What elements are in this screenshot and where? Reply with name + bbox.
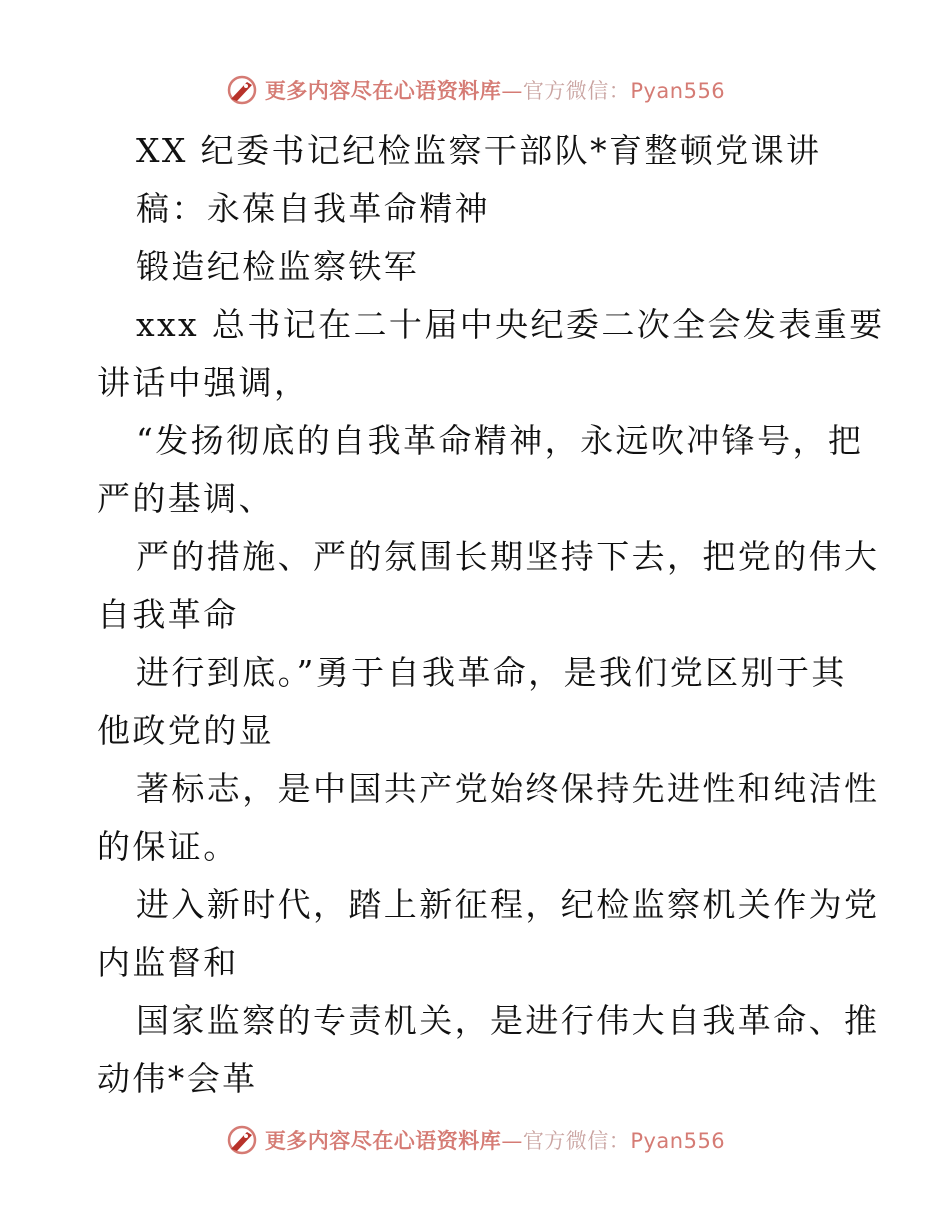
watermark-sub-text: 官方微信： [522,1129,631,1153]
document-body [97,122,885,1108]
watermark-sub-text: 官方微信： [522,79,631,103]
watermark-wechat-id: Pyan556 [630,79,726,103]
text-line: “发扬彻底的自我革命精神，永远吹冲锋号，把 [136,421,864,460]
header-watermark [0,70,950,110]
watermark-dash: — [501,79,523,103]
text-line: 他政党的显 [97,711,274,750]
text-line: 内监督和 [97,943,239,982]
text-line: 严的基调、 [97,479,274,518]
watermark-main-text: 更多内容尽在心语资料库 [264,79,502,103]
text-line: 严的措施、严的氛围长期坚持下去，把党的伟大 [136,537,880,576]
text-line: XX 纪委书记纪检监察干部队*育整顿党课讲 [136,131,822,170]
text-line: 进入新时代，踏上新征程，纪检监察机关作为党 [136,885,880,924]
text-line: xxx 总书记在二十届中央纪委二次全会发表重要 [136,305,885,344]
text-line: 的保证。 [97,827,239,866]
text-line: 著标志，是中国共产党始终保持先进性和纯洁性 [136,769,880,808]
text-line: 动伟*会革 [97,1059,258,1098]
text-line: 国家监察的专责机关，是进行伟大自我革命、推 [136,1001,880,1040]
text-line: 自我革命 [97,595,239,634]
watermark-wechat-id: Pyan556 [630,1129,726,1153]
pen-nib-circle-icon [225,1123,259,1157]
text-line: 锻造纪检监察铁军 [136,247,420,286]
footer-watermark [0,1120,950,1160]
watermark-text [265,75,725,105]
watermark-dash: — [501,1129,523,1153]
pen-nib-circle-icon [225,73,259,107]
text-line: 进行到底。”勇于自我革命，是我们党区别于其 [136,653,847,692]
watermark-text [265,1125,725,1155]
text-line: 稿：永葆自我革命精神 [136,189,490,228]
watermark-main-text: 更多内容尽在心语资料库 [264,1129,502,1153]
text-line: 讲话中强调， [97,363,310,402]
